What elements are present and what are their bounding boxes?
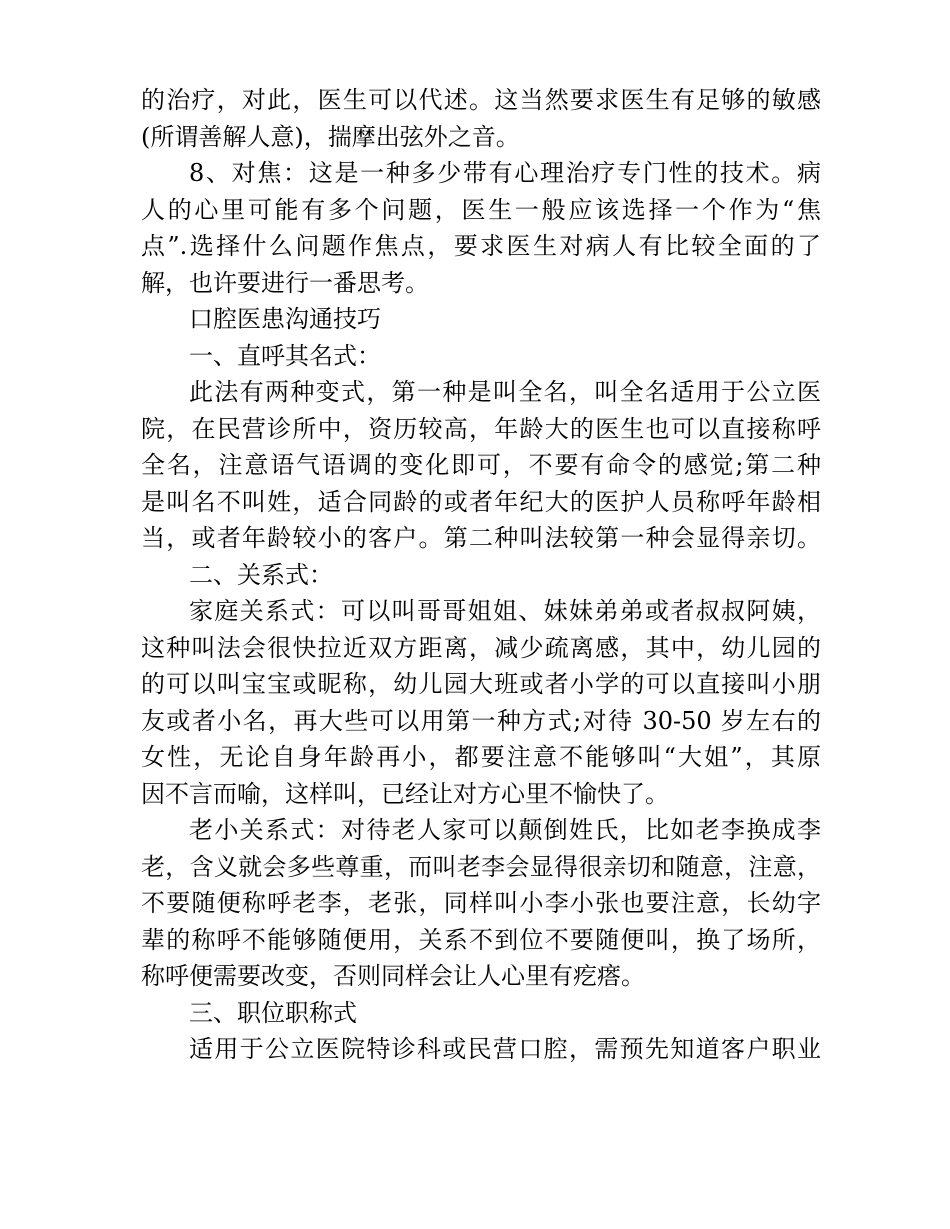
text-line: 友或者小名，再大些可以用第一种方式;对待 30-50 岁左右的 [141, 706, 821, 735]
text-line: 不要随便称呼老李，老张，同样叫小李小张也要注意，长幼字 [141, 889, 821, 917]
text-line: 称呼便需要改变，否则同样会让人心里有疙瘩。 [141, 962, 645, 990]
text-line: 此法有两种变式，第一种是叫全名，叫全名适用于公立医 [189, 378, 821, 406]
text-line: 辈的称呼不能够随便用，关系不到位不要随便叫，换了场所， [141, 925, 821, 954]
text-line: 的可以叫宝宝或昵称，幼儿园大班或者小学的可以直接叫小朋 [141, 670, 821, 698]
text-line: 口腔医患沟通技巧 [189, 305, 381, 333]
text-line: 人的心里可能有多个问题，医生一般应该选择一个作为“焦 [141, 195, 821, 224]
text-line: 全名，注意语气语调的变化即可，不要有命令的感觉;第二种 [141, 451, 821, 479]
text-line: 点”.选择什么问题作焦点，要求医生对病人有比较全面的了 [141, 232, 821, 260]
text-line: 当，或者年龄较小的客户。第二种叫法较第一种会显得亲切。 [141, 524, 821, 552]
text-line: 一、直呼其名式： [189, 341, 381, 370]
text-line: 这种叫法会很快拉近双方距离，减少疏离感，其中，幼儿园的 [141, 633, 821, 662]
text-line: 家庭关系式：可以叫哥哥姐姐、妹妹弟弟或者叔叔阿姨， [189, 597, 821, 625]
text-line: 老小关系式：对待老人家可以颠倒姓氏，比如老李换成李 [189, 816, 821, 844]
text-line: (所谓善解人意)，揣摩出弦外之音。 [141, 122, 520, 151]
text-line: 解，也许要进行一番思考。 [141, 268, 429, 297]
text-line: 适用于公立医院特诊科或民营口腔，需预先知道客户职业 [189, 1035, 821, 1063]
text-line: 的治疗，对此，医生可以代述。这当然要求医生有足够的敏感 [141, 86, 821, 114]
text-line: 8、对焦：这是一种多少带有心理治疗专门性的技术。病 [189, 159, 821, 187]
text-line: 院，在民营诊所中，资历较高，年龄大的医生也可以直接称呼 [141, 414, 821, 443]
text-line: 二、关系式： [189, 560, 333, 589]
document-body [141, 82, 821, 1068]
text-line: 是叫名不叫姓，适合同龄的或者年纪大的医护人员称呼年龄相 [141, 487, 821, 516]
text-line: 老，含义就会多些尊重，而叫老李会显得很亲切和随意，注意， [141, 852, 821, 881]
text-line: 三、职位职称式 [189, 998, 357, 1027]
text-line: 女性，无论自身年龄再小，都要注意不能够叫“大姐”，其原 [141, 743, 821, 771]
text-line: 因不言而喻，这样叫，已经让对方心里不愉快了。 [141, 779, 669, 808]
